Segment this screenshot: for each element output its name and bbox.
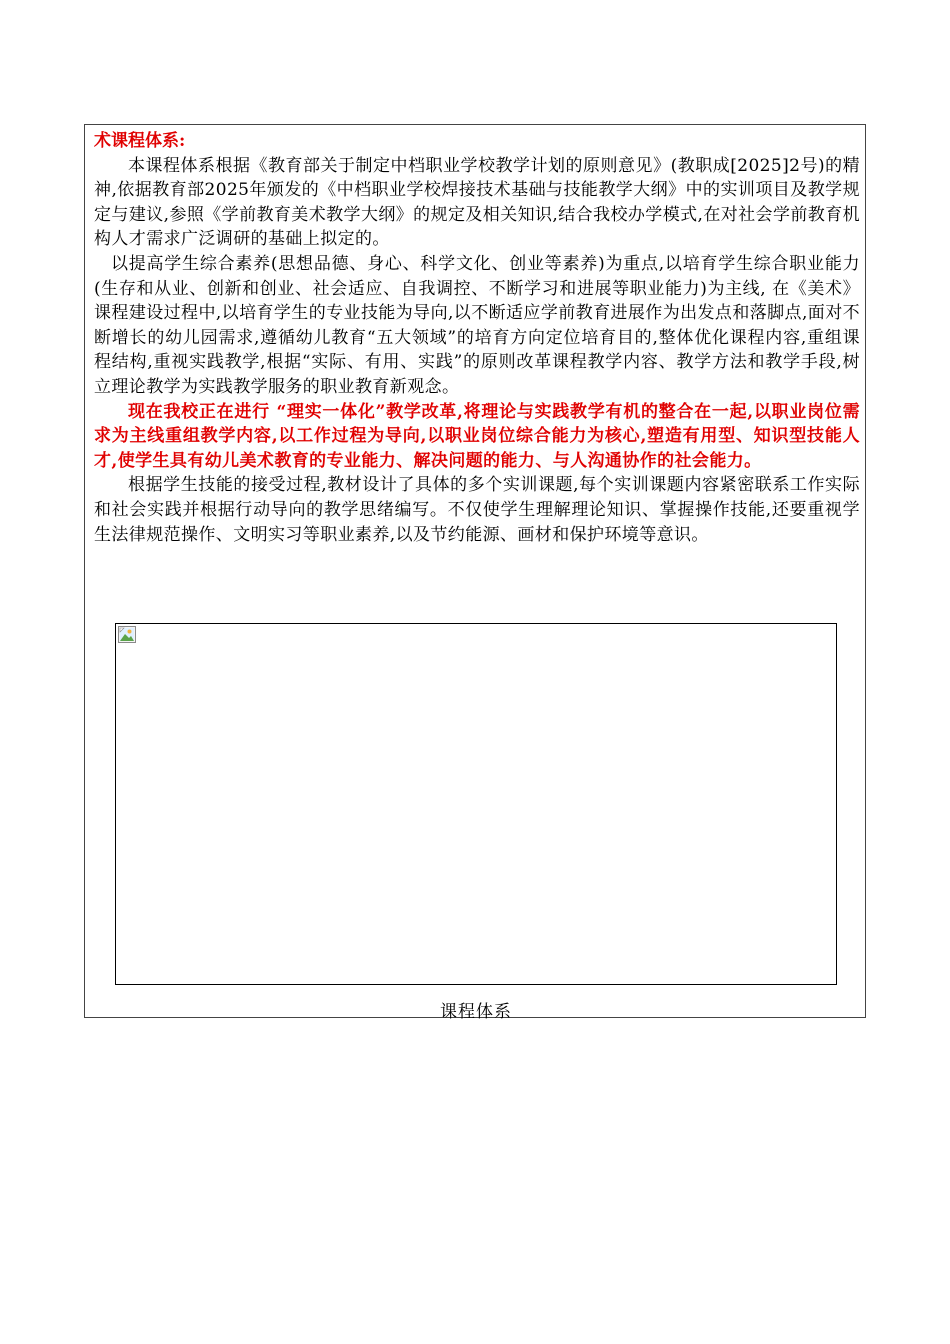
paragraph-basis: 本课程体系根据《教育部关于制定中档职业学校教学计划的原则意见》(教职成[2025]2号)的精神,依据教育部2025年颁发的《中档职业学校焊接技术基础与技能教学大纲》中的实训项目及教学规定与建议,参照《学前教育美术教学大纲》的规定及相关知识,结合我校办学模式,在对社会学前教育机构人才需求广泛调研的基础上拟定的。 <box>94 155 860 250</box>
paragraph-goals: 以提高学生综合素养(思想品德、身心、科学文化、创业等素养)为重点,以培育学生综合职业能力(生存和从业、创新和创业、社会适应、自我调控、不断学习和进展等职业能力)为主线, 在《美术》课程建设过程中,以培育学生的专业技能为导向,以不断适应学前教育进展作为出发点和落脚点,面对不断增长的幼儿园需求,遵循幼儿教育“五大领域”的培育方向定位培育目的,整体优化课程内容,重组课程结构,重视实践教学,根据“实际、有用、实践”的原则改革课程教学内容、教学方法和教学手段,树立理论教学为实践教学服务的职业教育新观念。 <box>94 253 860 397</box>
document-body <box>94 129 860 547</box>
section-title: 术课程体系: <box>94 131 186 151</box>
document-frame <box>84 124 866 1022</box>
paragraph-textbook-design: 根据学生技能的接受过程,教材设计了具体的多个实训课题,每个实训课题内容紧密联系工作实际和社会实践并根据行动导向的教学思绪编写。不仅使学生理解理论知识、掌握操作技能,还要重视学生法律规范操作、文明实习等职业素养,以及节约能源、画材和保护环境等意识。 <box>94 475 860 545</box>
paragraph-reform-highlight: 现在我校正在进行 “理实一体化”教学改革,将理论与实践教学有机的整合在一起,以职业岗位需求为主线重组教学内容,以工作过程为导向,以职业岗位综合能力为核心,塑造有用型、知识型技能人才,使学生具有幼儿美术教育的专业能力、解决问题的能力、与人沟通协作的社会能力。 <box>94 401 860 471</box>
figure-image-placeholder <box>115 623 837 985</box>
broken-image-icon <box>118 626 136 643</box>
figure-caption: 课程体系 <box>440 1002 512 1022</box>
